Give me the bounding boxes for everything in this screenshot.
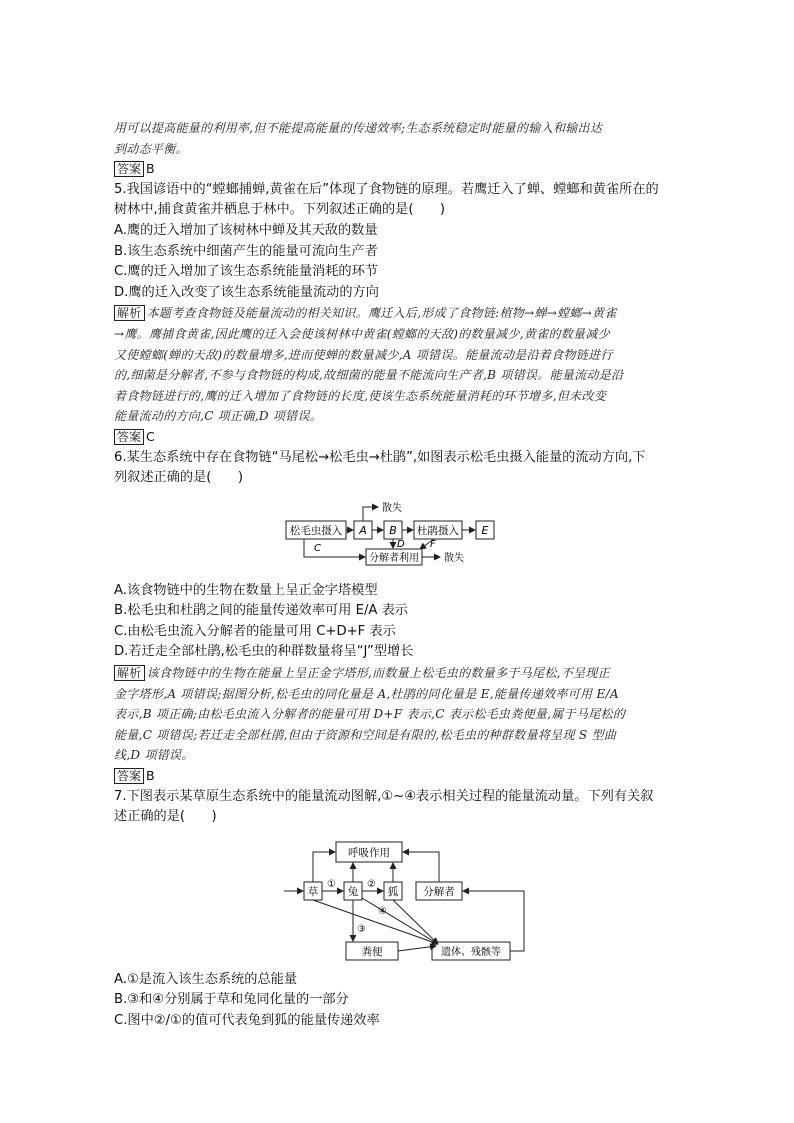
remains-label: 遗体、残骸等 [441, 946, 501, 958]
ingest-label: 松毛虫摄入 [289, 524, 343, 537]
q5-option-d: D.鹰的迁入改变了该生态系统能量流动的方向 [114, 284, 379, 300]
q5-explanation-line: 能量流动的方向,C 项正确,D 项错误。 [114, 409, 323, 424]
q5-explanation-line: 又使螳螂(蝉的天敌)的数量增多,进而使蝉的数量减少,A 项错误。能量流动是沿着食物链进行 [114, 347, 613, 362]
fox-label: 狐 [387, 885, 399, 898]
q4-explanation-line: 到动态平衡。 [114, 141, 188, 156]
decomposer-label: 分解者 [423, 885, 455, 898]
label-4: ④ [378, 905, 387, 917]
q5-answer: 答案 C [114, 427, 682, 448]
c-label: C [314, 542, 321, 554]
q7-option-b: B.③和④分别属于草和兔同化量的一部分 [114, 992, 349, 1008]
loss-top-label: 散失 [382, 502, 402, 514]
q5-explanation: 解析 本题考查食物链及能量流动的相关知识。鹰迁入后,形成了食物链:植物→蝉→螳螂→黄雀 [114, 303, 682, 324]
respiration-label: 呼吸作用 [348, 846, 390, 859]
analysis-tag: 解析 [114, 665, 145, 681]
rabbit-label: 兔 [347, 885, 359, 898]
q5-option-a: A.鹰的迁入增加了该树林中蝉及其天敌的数量 [114, 222, 378, 238]
q6-explanation-line: 金字塔形,A 项错误;据图分析,松毛虫的同化量是 A,杜鹃的同化量是 E,能量传递效率可用 E/A [114, 686, 619, 701]
q6-option-b: B.松毛虫和杜鹃之间的能量传递效率可用 E/A 表示 [114, 603, 408, 619]
feces-label: 粪便 [361, 945, 383, 958]
cuckoo-label: 杜鹃摄入 [417, 524, 459, 537]
q4-answer: 答案 B [114, 159, 682, 180]
label-3: ③ [357, 923, 366, 935]
label-2: ② [367, 878, 376, 890]
q7-stem: 述正确的是( ) [114, 809, 217, 825]
q6-stem: 列叙述正确的是( ) [114, 470, 243, 486]
q4-explanation-line: 用可以提高能量的利用率,但不能提高能量的传递效率;生态系统稳定时能量的输入和输出达 [114, 121, 603, 135]
answer-tag: 答案 [114, 161, 144, 177]
q5-option-b: B.该生态系统中细菌产生的能量可流向生产者 [114, 243, 378, 259]
q5-explanation-line: →鹰。鹰捕食黄雀,因此鹰的迁入会使该树林中黄雀(螳螂的天敌)的数量减少,黄雀的数量减少 [114, 326, 610, 341]
analysis-tag: 解析 [114, 305, 145, 321]
q6-diagram-svg [114, 495, 682, 575]
answer-tag: 答案 [114, 768, 144, 784]
q7-option-a: A.①是流入该生态系统的总能量 [114, 971, 298, 987]
q6-stem: 6.某生态系统中存在食物链“马尾松→松毛虫→杜鹃”,如图表示松毛虫摄入能量的流动方向,下 [114, 449, 646, 465]
d-label: D [397, 538, 405, 550]
grass-label: 草 [307, 885, 319, 898]
q7-stem: 7.下图表示某草原生态系统中的能量流动图解,①~④表示相关过程的能量流动量。下列有关叙 [114, 788, 654, 804]
q7-energy-flow-diagram [114, 834, 682, 964]
q6-explanation: 解析 该食物链中的生物在能量上呈正金字塔形,而数量上松毛虫的数量多于马尾松,不呈现正 [114, 663, 682, 684]
q7-diagram-svg [114, 834, 682, 964]
q7-option-c: C.图中②/①的值可代表兔到狐的能量传递效率 [114, 1013, 380, 1028]
q6-energy-flow-diagram [114, 495, 682, 575]
q6-explanation-line: 能量,C 项错误;若迁走全部杜鹃,但由于资源和空间是有限的,松毛虫的种群数量将呈现 S 型曲 [114, 727, 617, 742]
q5-explanation-line: 的,细菌是分解者,不参与食物链的构成,故细菌的能量不能流向生产者,B 项错误。能量流动是沿 [114, 368, 624, 383]
q5-stem: 树林中,捕食黄雀并栖息于林中。下列叙述正确的是( ) [114, 202, 445, 218]
decomposer-label: 分解者利用 [369, 552, 419, 564]
q6-answer: 答案 B [114, 766, 682, 787]
q5-explanation-line: 着食物链进行的,鹰的迁入增加了食物链的长度,使该生态系统能量消耗的环节增多,但未改变 [114, 388, 607, 403]
q6-explanation-line: 线,D 项错误。 [114, 748, 194, 763]
page-content [114, 118, 682, 1032]
b-label: B [389, 523, 397, 537]
e-label: E [481, 523, 489, 537]
answer-tag: 答案 [114, 429, 144, 445]
q6-option-c: C.由松毛虫流入分解者的能量可用 C+D+F 表示 [114, 623, 396, 639]
q6-option-d: D.若迁走全部杜鹃,松毛虫的种群数量将呈“J”型增长 [114, 644, 414, 660]
a-label: A [359, 523, 367, 537]
q6-option-a: A.该食物链中的生物在数量上呈正金字塔模型 [114, 582, 378, 598]
label-1: ① [327, 878, 336, 890]
q5-option-c: C.鹰的迁入增加了该生态系统能量消耗的环节 [114, 264, 378, 280]
q5-stem: 5.我国谚语中的“螳螂捕蝉,黄雀在后”体现了食物链的原理。若鹰迁入了蝉、螳螂和黄雀所在的 [114, 181, 659, 197]
loss-right-label: 散失 [444, 552, 464, 564]
q6-explanation-line: 表示,B 项正确;由松毛虫流入分解者的能量可用 D+F 表示,C 表示松毛虫粪便量,属于马尾松的 [114, 707, 626, 722]
f-label: F [430, 538, 436, 550]
